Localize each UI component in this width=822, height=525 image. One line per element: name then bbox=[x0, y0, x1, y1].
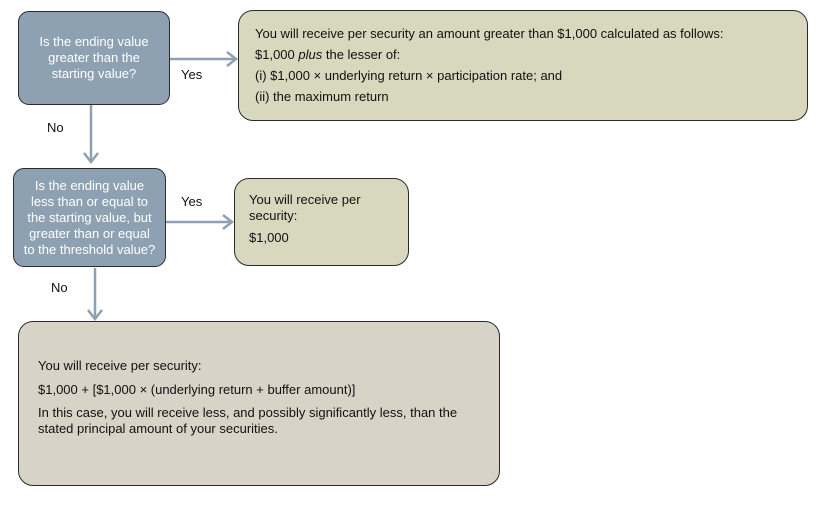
answer1-line1: You will receive per security an amount greater than $1,000 calculated as follows: bbox=[255, 26, 724, 41]
question2-line: the starting value, but bbox=[27, 209, 152, 225]
answer1-line2-start: $1,000 bbox=[255, 47, 299, 62]
answer3-line3: In this case, you will receive less, and possibly significantly less, than the stated principal amount of your securities. bbox=[38, 405, 458, 436]
question2-line: Is the ending value bbox=[34, 177, 145, 193]
answer3-line2: $1,000 + [$1,000 × (underlying return + buffer amount)] bbox=[38, 382, 356, 397]
answer1-plus: plus bbox=[298, 47, 323, 62]
answer1-line4: (ii) the maximum return bbox=[255, 89, 389, 104]
answer-greater-outcome bbox=[238, 10, 808, 121]
question1-line: Is the ending value bbox=[39, 34, 149, 49]
question2-line: less than or equal to bbox=[30, 193, 149, 209]
label-q2-yes: Yes bbox=[181, 194, 203, 209]
answer1-line2 bbox=[255, 47, 791, 63]
answer-loss-outcome bbox=[18, 321, 500, 486]
question1-line: greater than the bbox=[48, 50, 140, 65]
question-between-threshold-and-start bbox=[13, 168, 166, 267]
label-q1-no: No bbox=[47, 120, 64, 135]
label-q2-no: No bbox=[51, 280, 68, 295]
question-greater-than-start bbox=[18, 11, 170, 105]
question1-line: starting value? bbox=[51, 66, 137, 81]
answer2-line3: $1,000 bbox=[249, 230, 289, 245]
answer1-line3: (i) $1,000 × underlying return × participation rate; and bbox=[255, 68, 563, 83]
answer3-line1: You will receive per security: bbox=[38, 358, 202, 373]
question2-line: to the threshold value? bbox=[23, 241, 156, 257]
question2-line: greater than or equal bbox=[29, 225, 150, 241]
answer2-line2: security: bbox=[249, 208, 298, 223]
label-q1-yes: Yes bbox=[181, 67, 203, 82]
answer-par-outcome bbox=[234, 178, 409, 266]
answer2-line1: You will receive per bbox=[249, 192, 361, 207]
answer1-line2-end: the lesser of: bbox=[322, 47, 401, 62]
